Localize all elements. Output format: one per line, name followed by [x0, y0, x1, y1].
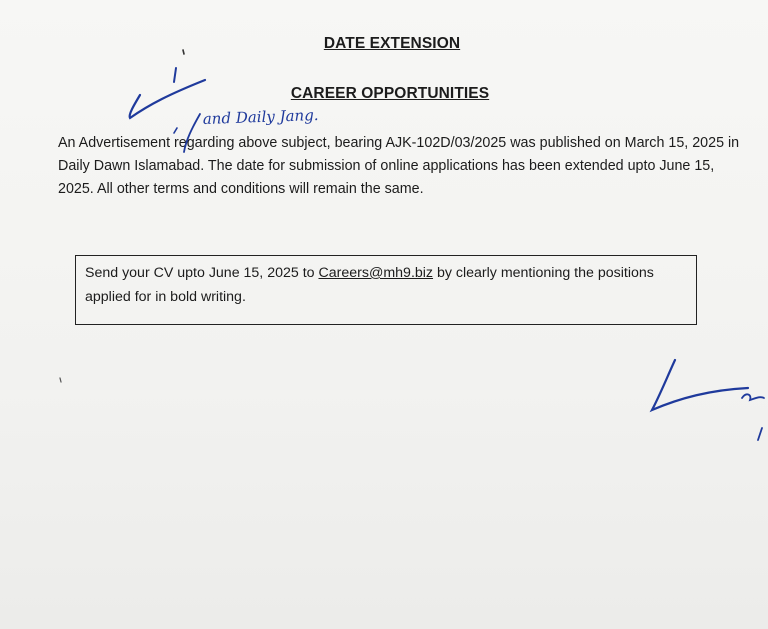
document-title: DATE EXTENSION — [323, 35, 461, 52]
signature-stroke-right — [758, 428, 762, 440]
body-paragraph: An Advertisement regarding above subject, bearing AJK-102D/03/2025 was published on March 15, 2025 in Daily Dawn Islamabad. The date for submission of online applications has been extended upto June 15, 2025. All other terms and conditions will remain the same. — [58, 135, 740, 197]
cv-notice-box — [75, 255, 697, 325]
signature-tick-top — [174, 68, 176, 82]
stray-mark-left — [60, 378, 61, 382]
careers-email-link[interactable]: Careers@mh9.biz — [318, 265, 434, 281]
signature-mark-right — [652, 360, 748, 410]
signature-loop-right — [742, 394, 764, 400]
handwritten-insert-text: and Daily Jang. — [202, 105, 319, 128]
document-subtitle: CAREER OPPORTUNITIES — [290, 85, 490, 102]
notice-text-after: by clearly mentioning the positions applied for in bold writing. — [85, 265, 654, 305]
notice-text-before: Send your CV upto June 15, 2025 to — [85, 265, 319, 281]
